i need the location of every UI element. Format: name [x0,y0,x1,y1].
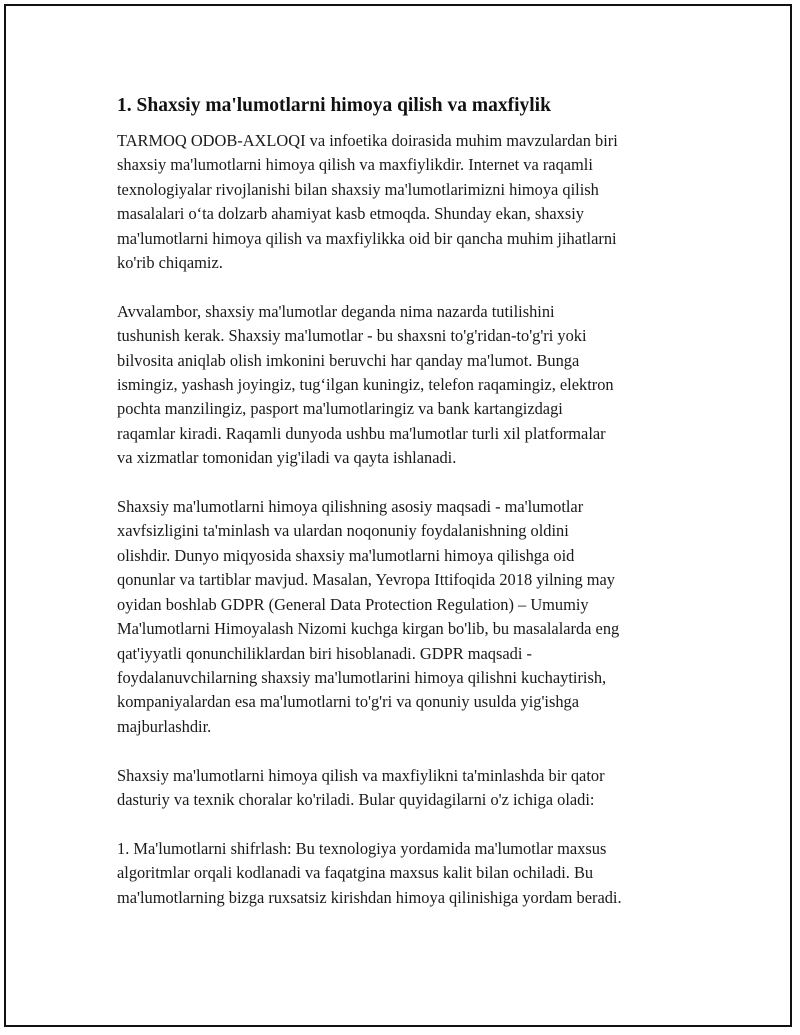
text-line: 1. Ma'lumotlarni shifrlash: Bu texnologiya yordamida ma'lumotlar maxsus [117,838,607,858]
paragraph-encryption [117,837,687,910]
text-line: Avvalambor, shaxsiy ma'lumotlar deganda nima nazarda tutilishini [117,301,555,321]
text-line: pochta manzilingiz, pasport ma'lumotlaringiz va bank kartangizdagi [117,399,563,419]
text-line: oyidan boshlab GDPR (General Data Protection Regulation) – Umumiy [117,594,589,614]
text-line: qat'iyyatli qonunchiliklardan biri hisoblanadi. GDPR maqsadi - [117,643,532,663]
text-line: TARMOQ ODOB-AXLOQI va infoetika doirasida muhim mavzulardan biri [117,131,618,150]
text-line: ma'lumotlarning bizga ruxsatsiz kirishdan himoya qilinishiga yordam beradi. [117,887,622,907]
text-line: Ma'lumotlarni Himoyalash Nizomi kuchga kirgan bo'lib, bu masalalarda eng [117,619,620,639]
paragraph-intro [117,129,687,275]
text-line: raqamlar kiradi. Raqamli dunyoda ushbu ma'lumotlar turli xil platformalar [117,423,606,443]
text-line: kompaniyalardan esa ma'lumotlarni to'g'ri va qonuniy usulda yig'ishga [117,692,580,712]
text-line: algoritmlar orqali kodlanadi va faqatgina maxsus kalit bilan ochiladi. Bu [117,863,594,883]
text-line: xavfsizligini ta'minlash va ulardan noqonuniy foydalanishning oldini [117,521,569,541]
paragraph-definition [117,300,687,471]
text-line: Shaxsiy ma'lumotlarni himoya qilish va maxfiylikni ta'minlashda bir qator [117,765,605,785]
text-line: Shaxsiy ma'lumotlarni himoya qilishning asosiy maqsadi - ma'lumotlar [117,497,584,517]
text-line: bilvosita aniqlab olish imkonini beruvchi har qanday ma'lumot. Bunga [117,350,580,370]
text-line: ko'rib chiqamiz. [117,253,223,273]
text-line: texnologiyalar rivojlanishi bilan shaxsiy ma'lumotlarimizni himoya qilish [117,179,599,199]
text-line: masalalari o‘ta dolzarb ahamiyat kasb etmoqda. Shunday ekan, shaxsiy [117,204,584,224]
text-line: ismingiz, yashash joyingiz, tug‘ilgan kuningiz, telefon raqamingiz, elektron [117,375,614,395]
text-line: dasturiy va texnik choralar ko'riladi. Bular quyidagilarni o'z ichiga oladi: [117,789,595,809]
text-line: qonunlar va tartiblar mavjud. Masalan, Yevropa Ittifoqida 2018 yilning may [117,570,615,590]
text-line: foydalanuvchilarning shaxsiy ma'lumotlarini himoya qilishni kuchaytirish, [117,667,607,687]
document-body [117,93,687,934]
paragraph-gdpr [117,495,687,739]
text-line: tushunish kerak. Shaxsiy ma'lumotlar - bu shaxsni to'g'ridan-to'g'ri yoki [117,326,587,346]
text-line: va xizmatlar tomonidan yig'iladi va qayta ishlanadi. [117,448,457,468]
text-line: shaxsiy ma'lumotlarni himoya qilish va maxfiylikdir. Internet va raqamli [117,155,593,175]
text-line: majburlashdir. [117,716,212,736]
text-line: olishdir. Dunyo miqyosida shaxsiy ma'lumotlarni himoya qilishga oid [117,545,575,565]
section-heading: 1. Shaxsiy ma'lumotlarni himoya qilish va maxfiylik [117,95,551,116]
paragraph-measures [117,764,687,813]
text-line: ma'lumotlarni himoya qilish va maxfiylikka oid bir qancha muhim jihatlarni [117,228,617,248]
